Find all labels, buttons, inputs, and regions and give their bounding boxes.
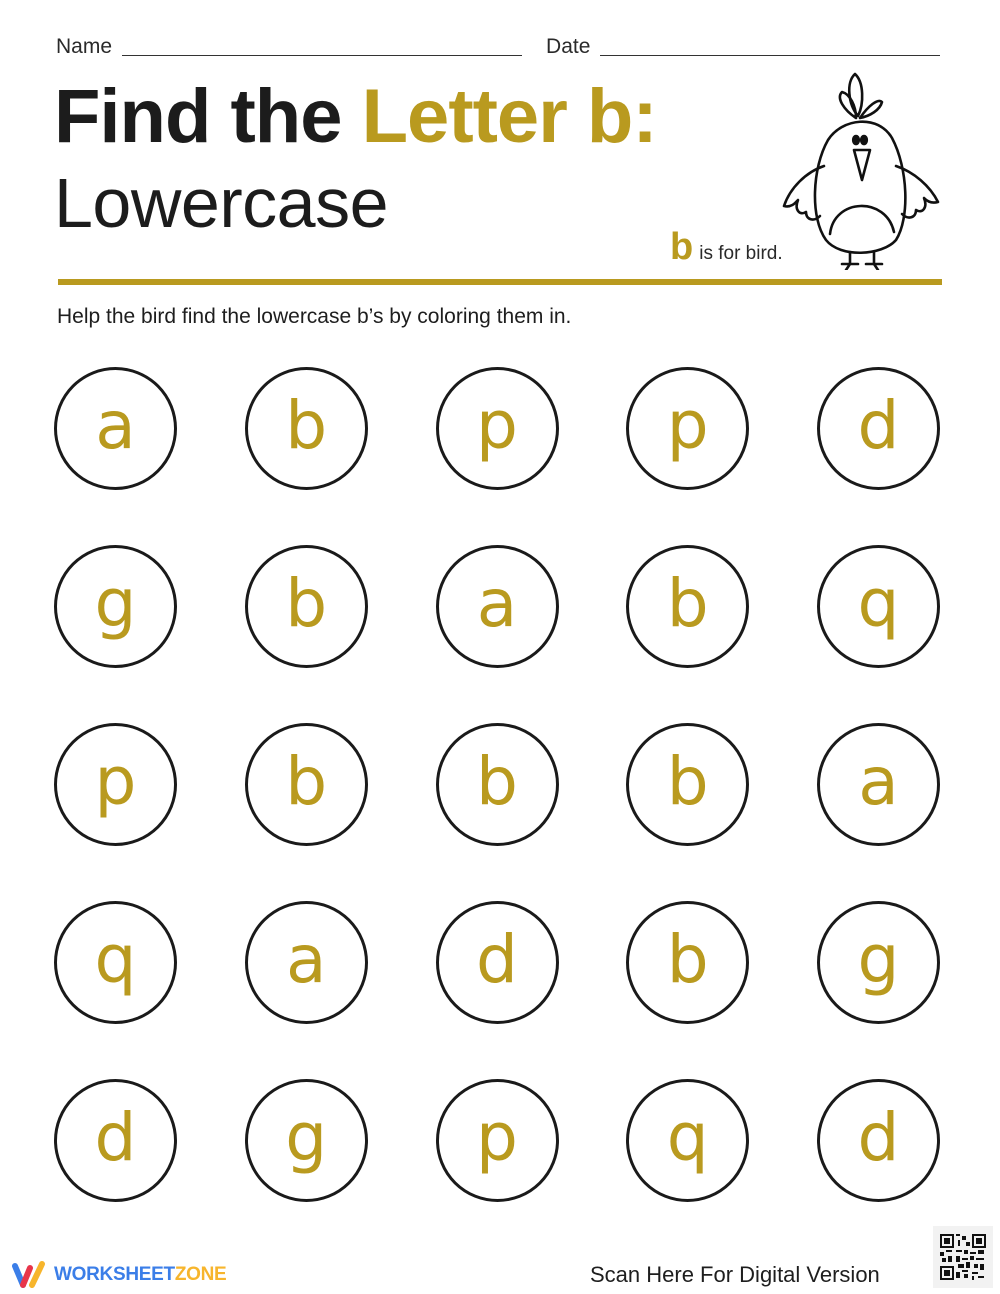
title-gold: Letter b: <box>361 74 657 159</box>
letter-circle[interactable] <box>436 367 559 490</box>
b-letter: b <box>670 226 694 268</box>
letter: b <box>476 742 518 820</box>
grid-row-2 <box>54 545 940 723</box>
w-logo-icon <box>10 1260 48 1290</box>
letter: a <box>95 386 136 464</box>
name-field[interactable] <box>122 36 522 56</box>
letter: q <box>94 920 137 998</box>
letter-circle[interactable] <box>54 723 177 846</box>
grid-row-4 <box>54 901 940 1079</box>
letter-circle[interactable] <box>54 367 177 490</box>
letter: p <box>476 386 518 464</box>
letter-circle[interactable] <box>626 545 749 668</box>
letter-circle[interactable] <box>817 1079 940 1202</box>
name-label: Name <box>56 35 113 58</box>
letter: b <box>285 742 328 820</box>
letter: b <box>666 920 709 998</box>
grid-row-1 <box>54 367 940 545</box>
letter-circle[interactable] <box>245 901 368 1024</box>
qr-code-icon[interactable] <box>933 1226 993 1288</box>
worksheetzone-logo[interactable] <box>10 1260 226 1290</box>
letter: d <box>857 1098 900 1176</box>
letter: q <box>666 1098 709 1176</box>
letter-circle[interactable] <box>436 901 559 1024</box>
letter: b <box>666 564 709 642</box>
letter-circle[interactable] <box>245 1079 368 1202</box>
title-dark: Find the <box>54 74 362 159</box>
letter-circle[interactable] <box>245 723 368 846</box>
letter-circle[interactable] <box>817 723 940 846</box>
letter: a <box>286 920 327 998</box>
instructions: Help the bird find the lowercase b’s by coloring them in. <box>57 305 572 328</box>
letter: g <box>94 564 137 642</box>
grid-row-3 <box>54 723 940 901</box>
letter: a <box>476 564 518 642</box>
bird-icon <box>770 68 945 270</box>
letter-circle[interactable] <box>245 367 368 490</box>
b-caption: is for bird. <box>699 243 783 264</box>
letter-circle[interactable] <box>54 545 177 668</box>
name-date-row <box>56 34 940 60</box>
page-title <box>54 72 657 162</box>
letter-circle[interactable] <box>817 901 940 1024</box>
letter-circle[interactable] <box>817 367 940 490</box>
letter-circle[interactable] <box>436 723 559 846</box>
letter-circle[interactable] <box>436 1079 559 1202</box>
letter-grid <box>54 367 940 1257</box>
brand-name: WORKSHEETZONE <box>54 1264 227 1285</box>
b-is-for-bird-caption <box>670 228 783 266</box>
letter: b <box>285 564 328 642</box>
letter: d <box>857 386 900 464</box>
letter-circle[interactable] <box>817 545 940 668</box>
divider-rule <box>58 279 942 285</box>
letter: b <box>285 386 328 464</box>
letter: a <box>858 742 899 820</box>
letter: g <box>857 920 900 998</box>
letter-circle[interactable] <box>626 1079 749 1202</box>
letter: q <box>857 564 900 642</box>
letter: g <box>285 1098 328 1176</box>
letter-circle[interactable] <box>245 545 368 668</box>
letter: p <box>94 742 137 820</box>
page-subtitle: Lowercase <box>54 164 389 242</box>
letter-circle[interactable] <box>436 545 559 668</box>
letter: d <box>94 1098 137 1176</box>
letter: p <box>476 1098 518 1176</box>
letter-circle[interactable] <box>626 723 749 846</box>
letter: p <box>666 386 709 464</box>
letter: b <box>666 742 709 820</box>
grid-row-5 <box>54 1079 940 1257</box>
scan-text: Scan Here For Digital Version <box>590 1262 880 1287</box>
letter-circle[interactable] <box>54 901 177 1024</box>
date-field[interactable] <box>600 36 940 56</box>
date-label: Date <box>546 35 591 58</box>
letter-circle[interactable] <box>626 367 749 490</box>
letter-circle[interactable] <box>54 1079 177 1202</box>
letter-circle[interactable] <box>626 901 749 1024</box>
letter: d <box>476 920 518 998</box>
